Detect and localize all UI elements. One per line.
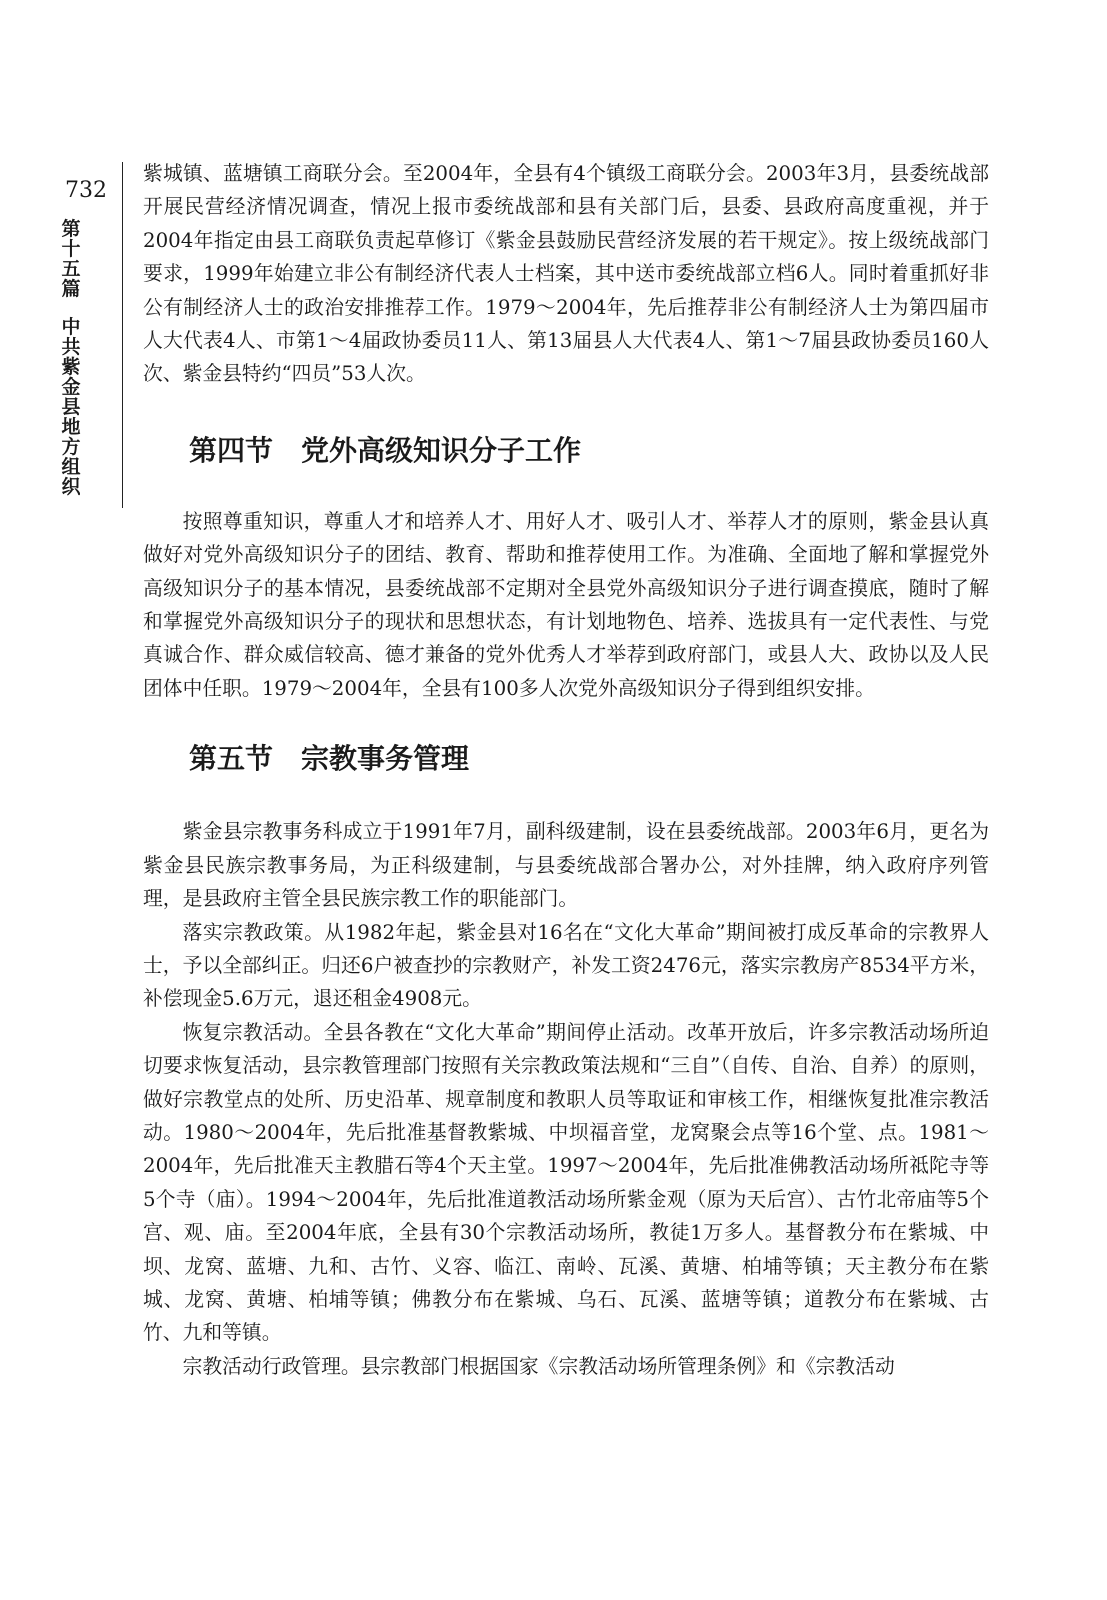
- page-number: 732: [65, 178, 107, 203]
- section-heading-4: 第四节 党外高级知识分子工作: [189, 433, 582, 467]
- part-label: 第十五篇: [61, 218, 81, 300]
- margin-divider: [122, 162, 123, 508]
- intro-paragraph: 紫城镇、蓝塘镇工商联分会。至2004年，全县有4个镇级工商联分会。2003年3月，县委统战部开展民营经济情况调查，情况上报市委统战部和县有关部门后，县委、县政府高度重视，并于2004年指定由县工商联负责起草修订《紫金县鼓励民营经济发展的若干规定》。按上级统战部门要求，1999年始建立非公有制经济代表人士档案，其中送市委统战部立档6人。同时着重抓好非公有制经济人士的政治安排推荐工作。1979～2004年，先后推荐非公有制经济人士为第四届市人大代表4人、市第1～4届政协委员11人、第13届县人大代表4人、第1～7届县政协委员160人次、紫金县特约“四员”53人次。: [143, 162, 989, 386]
- part-title: 中共紫金县地方组织: [61, 316, 81, 498]
- page-body: [143, 157, 989, 1383]
- section4-paragraph-1: 按照尊重知识，尊重人才和培养人才、用好人才、吸引人才、举荐人才的原则，紫金县认真做好对党外高级知识分子的团结、教育、帮助和推荐使用工作。为准确、全面地了解和掌握党外高级知识分子的基本情况，县委统战部不定期对全县党外高级知识分子进行调查摸底，随时了解和掌握党外高级知识分子的现状和思想状态，有计划地物色、培养、选拔具有一定代表性、与党真诚合作、群众威信较高、德才兼备的党外优秀人才举荐到政府部门，或县人大、政协以及人民团体中任职。1979～2004年，全县有100多人次党外高级知识分子得到组织安排。: [143, 509, 989, 700]
- section5-paragraph-4: 宗教活动行政管理。县宗教部门根据国家《宗教活动场所管理条例》和《宗教活动: [182, 1354, 895, 1378]
- section5-paragraph-1: 紫金县宗教事务科成立于1991年7月，副科级建制，设在县委统战部。2003年6月，更名为紫金县民族宗教事务局，为正科级建制，与县委统战部合署办公，对外挂牌，纳入政府序列管理，是县政府主管全县民族宗教工作的职能部门。: [143, 820, 989, 911]
- section5-paragraph-3: 恢复宗教活动。全县各教在“文化大革命”期间停止活动。改革开放后，许多宗教活动场所迫切要求恢复活动，县宗教管理部门按照有关宗教政策法规和“三自”（自传、自治、自养）的原则，做好宗教堂点的处所、历史沿革、规章制度和教职人员等取证和审核工作，相继恢复批准宗教活动。1980～2004年，先后批准基督教紫城、中坝福音堂，龙窝聚会点等16个堂、点。1981～2004年，先后批准天主教腊石等4个天主堂。1997～2004年，先后批准佛教活动场所祗陀寺等5个寺（庙）。1994～2004年，先后批准道教活动场所紫金观（原为天后宫）、古竹北帝庙等5个宫、观、庙。至2004年底，全县有30个宗教活动场所，教徒1万多人。基督教分布在紫城、中坝、龙窝、蓝塘、九和、古竹、义容、临江、南岭、瓦溪、黄塘、柏埔等镇；天主教分布在紫城、龙窝、黄塘、柏埔等镇；佛教分布在紫城、乌石、瓦溪、蓝塘等镇；道教分布在紫城、古竹、九和等镇。: [143, 1020, 989, 1345]
- section5-paragraph-2: 落实宗教政策。从1982年起，紫金县对16名在“文化大革命”期间被打成反革命的宗教界人士，予以全部纠正。归还6户被查抄的宗教财产，补发工资2476元，落实宗教房产8534平方米，补偿现金5.6万元，退还租金4908元。: [143, 920, 989, 1011]
- section-heading-5: 第五节 宗教事务管理: [189, 742, 470, 776]
